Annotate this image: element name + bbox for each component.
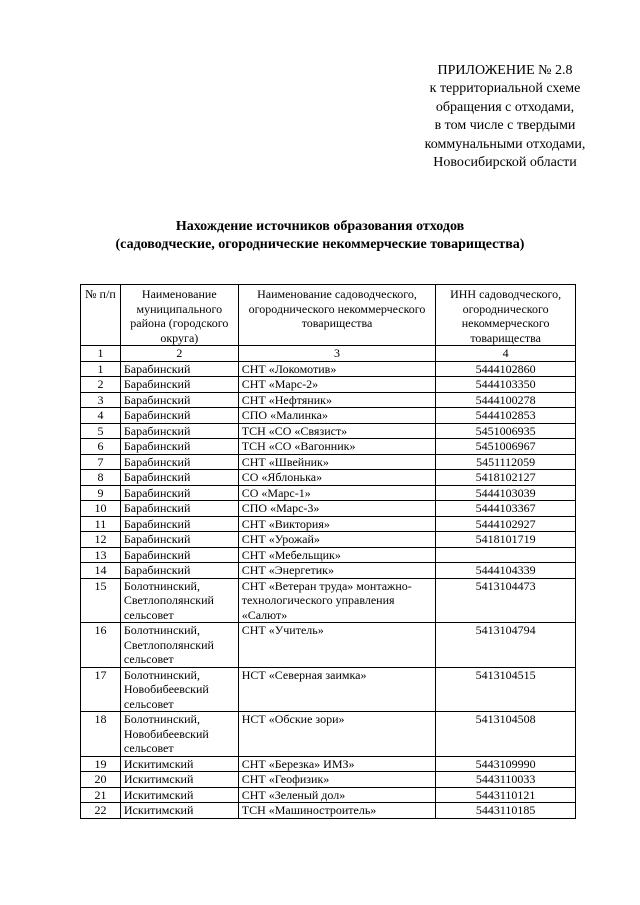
table-row <box>81 392 576 408</box>
inn-value: 5444102860 <box>436 361 576 377</box>
inn-value: 5413104794 <box>436 623 576 668</box>
district-name: Барабинский <box>120 516 238 532</box>
inn-value: 5444104339 <box>436 563 576 579</box>
inn-value: 5444102927 <box>436 516 576 532</box>
partnership-name: СНТ «Швейник» <box>238 454 436 470</box>
inn-value: 5444103350 <box>436 377 576 393</box>
partnership-name: СНТ «Локомотив» <box>238 361 436 377</box>
partnership-name: СНТ «Ветеран труда» монтажно-технологического управления «Салют» <box>238 578 436 623</box>
district-name: Барабинский <box>120 454 238 470</box>
row-number: 15 <box>81 578 121 623</box>
inn-value: 5418101719 <box>436 532 576 548</box>
partnership-name: СНТ «Зеленый дол» <box>238 787 436 803</box>
inn-value: 5413104515 <box>436 667 576 712</box>
row-number: 8 <box>81 470 121 486</box>
title-line-1: Нахождение источников образования отходов <box>175 219 465 234</box>
inn-value: 5443109990 <box>436 756 576 772</box>
row-number: 22 <box>81 803 121 819</box>
header-inn: ИНН садоводческого, огороднического некоммерческого товарищества <box>436 285 576 346</box>
inn-value: 5418102127 <box>436 470 576 486</box>
inn-value: 5443110033 <box>436 772 576 788</box>
table-row <box>81 454 576 470</box>
partnership-name: НСТ «Обские зори» <box>238 712 436 757</box>
district-name: Барабинский <box>120 392 238 408</box>
table-row <box>81 772 576 788</box>
table-row <box>81 377 576 393</box>
row-number: 2 <box>81 377 121 393</box>
row-number: 4 <box>81 408 121 424</box>
partnership-name: СНТ «Геофизик» <box>238 772 436 788</box>
row-number: 10 <box>81 501 121 517</box>
district-name: Барабинский <box>120 408 238 424</box>
appendix-header <box>400 62 610 172</box>
appendix-line: Новосибирской области <box>433 155 577 171</box>
row-number: 21 <box>81 787 121 803</box>
appendix-line: ПРИЛОЖЕНИЕ № 2.8 <box>437 63 573 78</box>
table-row <box>81 439 576 455</box>
header-district: Наименование муниципального района (городского округа) <box>120 285 238 346</box>
inn-value: 5451006935 <box>436 423 576 439</box>
document-title <box>0 218 640 254</box>
table-row <box>81 623 576 668</box>
partnership-name: СО «Яблонька» <box>238 470 436 486</box>
district-name: Барабинский <box>120 501 238 517</box>
table-row <box>81 667 576 712</box>
table-row <box>81 532 576 548</box>
row-number: 13 <box>81 547 121 563</box>
partnership-name: НСТ «Северная заимка» <box>238 667 436 712</box>
district-name: Барабинский <box>120 439 238 455</box>
sources-table <box>80 284 576 819</box>
row-number: 12 <box>81 532 121 548</box>
partnership-name: ТСН «Машиностроитель» <box>238 803 436 819</box>
column-number-row <box>81 346 576 362</box>
row-number: 7 <box>81 454 121 470</box>
appendix-line: к территориальной схеме <box>429 81 581 97</box>
row-number: 18 <box>81 712 121 757</box>
table-row <box>81 563 576 579</box>
inn-value: 5444103039 <box>436 485 576 501</box>
district-name: Барабинский <box>120 547 238 563</box>
table-row <box>81 408 576 424</box>
partnership-name: СНТ «Энергетик» <box>238 563 436 579</box>
district-name: Барабинский <box>120 485 238 501</box>
inn-value: 5443110121 <box>436 787 576 803</box>
row-number: 9 <box>81 485 121 501</box>
header-number: № п/п <box>81 285 121 346</box>
partnership-name: ТСН «СО «Связист» <box>238 423 436 439</box>
table-row <box>81 361 576 377</box>
district-name: Барабинский <box>120 361 238 377</box>
inn-value <box>436 547 576 563</box>
district-name: Барабинский <box>120 470 238 486</box>
inn-value: 5444103367 <box>436 501 576 517</box>
inn-value: 5443110185 <box>436 803 576 819</box>
district-name: Болотнинский, Светлополянский сельсовет <box>120 623 238 668</box>
row-number: 11 <box>81 516 121 532</box>
row-number: 17 <box>81 667 121 712</box>
partnership-name: СНТ «Нефтяник» <box>238 392 436 408</box>
column-number: 1 <box>81 346 121 362</box>
partnership-name: СНТ «Березка» ИМЗ» <box>238 756 436 772</box>
partnership-name: СНТ «Учитель» <box>238 623 436 668</box>
header-partnership: Наименование садоводческого, огороднического некоммерческого товарищества <box>238 285 436 346</box>
table-row <box>81 423 576 439</box>
district-name: Болотнинский, Светлополянский сельсовет <box>120 578 238 623</box>
district-name: Болотнинский, Новобибеевский сельсовет <box>120 712 238 757</box>
row-number: 14 <box>81 563 121 579</box>
district-name: Искитимский <box>120 803 238 819</box>
table-row <box>81 578 576 623</box>
table-body <box>81 361 576 818</box>
inn-value: 5413104508 <box>436 712 576 757</box>
inn-value: 5413104473 <box>436 578 576 623</box>
table-row <box>81 712 576 757</box>
row-number: 20 <box>81 772 121 788</box>
inn-value: 5451006967 <box>436 439 576 455</box>
district-name: Искитимский <box>120 772 238 788</box>
row-number: 6 <box>81 439 121 455</box>
table-row <box>81 516 576 532</box>
partnership-name: СНТ «Мебельщик» <box>238 547 436 563</box>
partnership-name: СПО «Марс-3» <box>238 501 436 517</box>
row-number: 3 <box>81 392 121 408</box>
district-name: Барабинский <box>120 377 238 393</box>
district-name: Барабинский <box>120 532 238 548</box>
appendix-line: коммунальными отходами, <box>424 136 586 152</box>
table-row <box>81 803 576 819</box>
table-row <box>81 756 576 772</box>
partnership-name: СО «Марс-1» <box>238 485 436 501</box>
partnership-name: СНТ «Урожай» <box>238 532 436 548</box>
table-row <box>81 485 576 501</box>
district-name: Барабинский <box>120 423 238 439</box>
appendix-line: обращения с отходами, <box>435 99 575 115</box>
district-name: Болотнинский, Новобибеевский сельсовет <box>120 667 238 712</box>
partnership-name: ТСН «СО «Вагонник» <box>238 439 436 455</box>
title-line-2: (садоводческие, огороднические некоммерческие товарищества) <box>115 237 525 252</box>
district-name: Искитимский <box>120 787 238 803</box>
partnership-name: СПО «Малинка» <box>238 408 436 424</box>
row-number: 5 <box>81 423 121 439</box>
partnership-name: СНТ «Марс-2» <box>238 377 436 393</box>
inn-value: 5451112059 <box>436 454 576 470</box>
appendix-line: в том числе с твердыми <box>434 118 576 134</box>
table-header-row <box>81 285 576 346</box>
column-number: 3 <box>238 346 436 362</box>
table-row <box>81 470 576 486</box>
table-row <box>81 787 576 803</box>
row-number: 19 <box>81 756 121 772</box>
district-name: Искитимский <box>120 756 238 772</box>
district-name: Барабинский <box>120 563 238 579</box>
column-number: 4 <box>436 346 576 362</box>
row-number: 16 <box>81 623 121 668</box>
table-row <box>81 547 576 563</box>
inn-value: 5444100278 <box>436 392 576 408</box>
table-row <box>81 501 576 517</box>
column-number: 2 <box>120 346 238 362</box>
inn-value: 5444102853 <box>436 408 576 424</box>
partnership-name: СНТ «Виктория» <box>238 516 436 532</box>
row-number: 1 <box>81 361 121 377</box>
